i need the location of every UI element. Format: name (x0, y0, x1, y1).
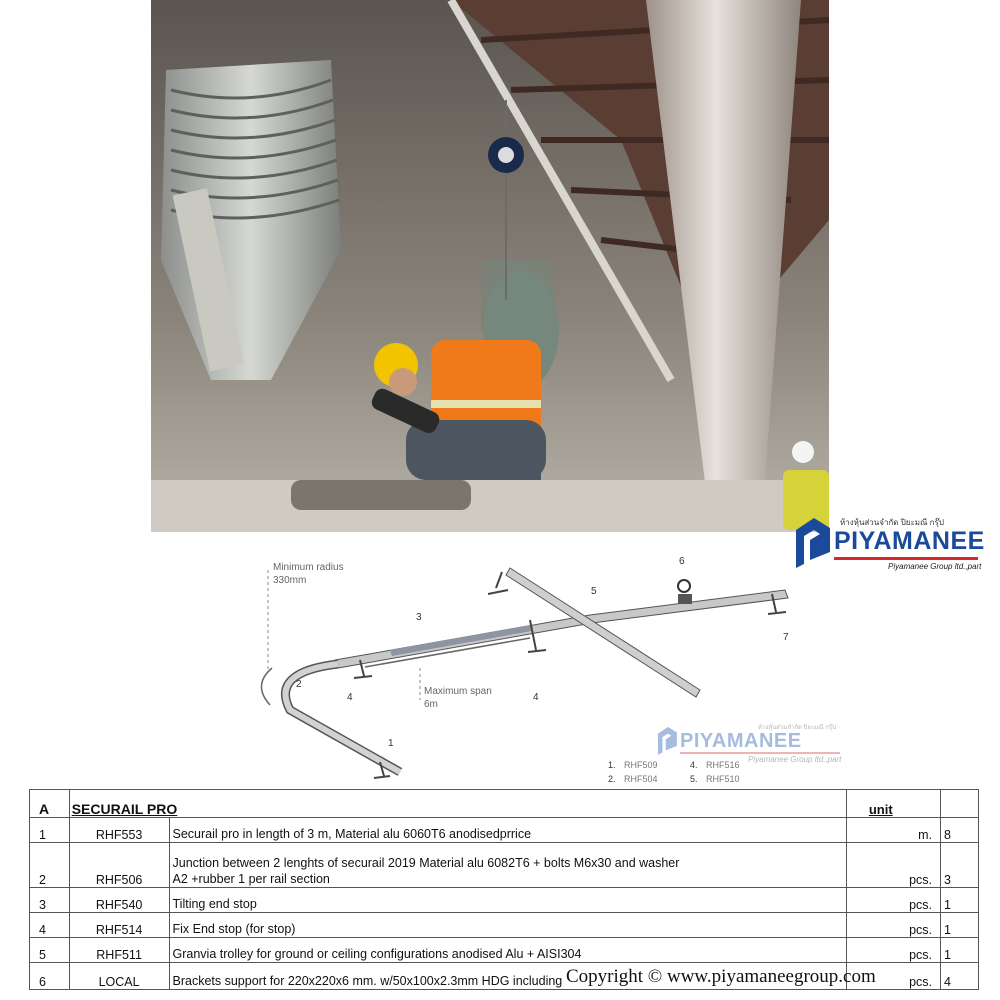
item-code: RHF506 (69, 843, 169, 888)
section-letter: A (30, 790, 70, 818)
watermark-thai-text: ห้างหุ้นส่วนจำกัด ปิยะมณี กรุ๊ป (758, 725, 836, 731)
item-code: RHF540 (69, 888, 169, 913)
item-unit: pcs. (846, 938, 940, 963)
table-header-row (30, 790, 979, 818)
row-number: 2 (30, 843, 70, 888)
item-description: Tilting end stop (169, 888, 846, 913)
legend-4-code: RHF516 (706, 760, 740, 770)
table-row (30, 843, 979, 888)
item-qty: 4 (941, 963, 979, 990)
row-number: 4 (30, 913, 70, 938)
item-qty: 3 (941, 843, 979, 888)
legend-2-code: RHF504 (624, 774, 658, 784)
callout-3: 3 (416, 612, 422, 623)
item-code: LOCAL (69, 963, 169, 990)
worksite-photo (151, 0, 829, 532)
piyamanee-logo (796, 514, 986, 574)
callout-2: 2 (296, 679, 302, 690)
item-description: Fix End stop (for stop) (169, 913, 846, 938)
callout-4a: 4 (347, 692, 353, 703)
legend-2-num: 2. (608, 774, 616, 784)
item-qty: 1 (941, 938, 979, 963)
max-span-label: Maximum span (424, 686, 492, 697)
item-qty: 1 (941, 913, 979, 938)
item-description: Securail pro in length of 3 m, Material alu 6060T6 anodisedprrice (169, 818, 846, 843)
item-unit: pcs. (846, 843, 940, 888)
callout-5: 5 (591, 586, 597, 597)
qty-header (941, 790, 979, 818)
item-code: RHF553 (69, 818, 169, 843)
section-title: SECURAIL PRO (69, 790, 846, 818)
legend-5-code: RHF510 (706, 774, 740, 784)
item-unit: pcs. (846, 888, 940, 913)
logo-underline (834, 557, 978, 560)
max-span-value: 6m (424, 699, 438, 710)
watermark-underline (680, 752, 840, 754)
callout-7: 7 (783, 632, 789, 643)
min-radius-label: Minimum radius (273, 562, 344, 573)
item-unit: pcs. (846, 913, 940, 938)
row-number: 3 (30, 888, 70, 913)
min-radius-value: 330mm (273, 575, 307, 586)
legend-1-num: 1. (608, 760, 616, 770)
watermark-subtitle: Piyamanee Group ltd.,part (748, 755, 842, 764)
logo-name: PIYAMANEE (834, 527, 985, 555)
callout-6: 6 (679, 556, 685, 567)
row-number: 1 (30, 818, 70, 843)
copyright-notice: Copyright © www.piyamaneegroup.com (566, 966, 876, 987)
item-unit: m. (846, 818, 940, 843)
row-number: 6 (30, 963, 70, 990)
item-unit: pcs. (846, 963, 940, 990)
item-qty: 1 (941, 888, 979, 913)
legend-1-code: RHF509 (624, 760, 658, 770)
item-description: Brackets support for 220x220x6 mm. w/50x100x2.3mm HDG including (169, 963, 846, 990)
row-number: 5 (30, 938, 70, 963)
table-row (30, 938, 979, 963)
item-code: RHF514 (69, 913, 169, 938)
item-code: RHF511 (69, 938, 169, 963)
table-row (30, 888, 979, 913)
logo-thai-text: ห้างหุ้นส่วนจำกัด ปิยะมณี กรุ๊ป (840, 518, 944, 527)
callout-1: 1 (388, 738, 394, 749)
item-description: Junction between 2 lenghts of securail 2019 Material alu 6082T6 + bolts M6x30 and washer A2 +rubber 1 per rail section (169, 843, 846, 888)
table-row (30, 913, 979, 938)
table-row (30, 818, 979, 843)
item-qty: 8 (941, 818, 979, 843)
callout-4b: 4 (533, 692, 539, 703)
watermark-name: PIYAMANEE (680, 730, 802, 752)
item-description: Granvia trolley for ground or ceiling configurations anodised Alu + AISI304 (169, 938, 846, 963)
piyamanee-watermark (658, 720, 848, 770)
logo-subtitle: Piyamanee Group ltd.,part (888, 562, 982, 571)
legend-5-num: 5. (690, 774, 698, 784)
unit-header: unit (846, 790, 940, 818)
securail-price-table (29, 789, 979, 990)
legend-4-num: 4. (690, 760, 698, 770)
